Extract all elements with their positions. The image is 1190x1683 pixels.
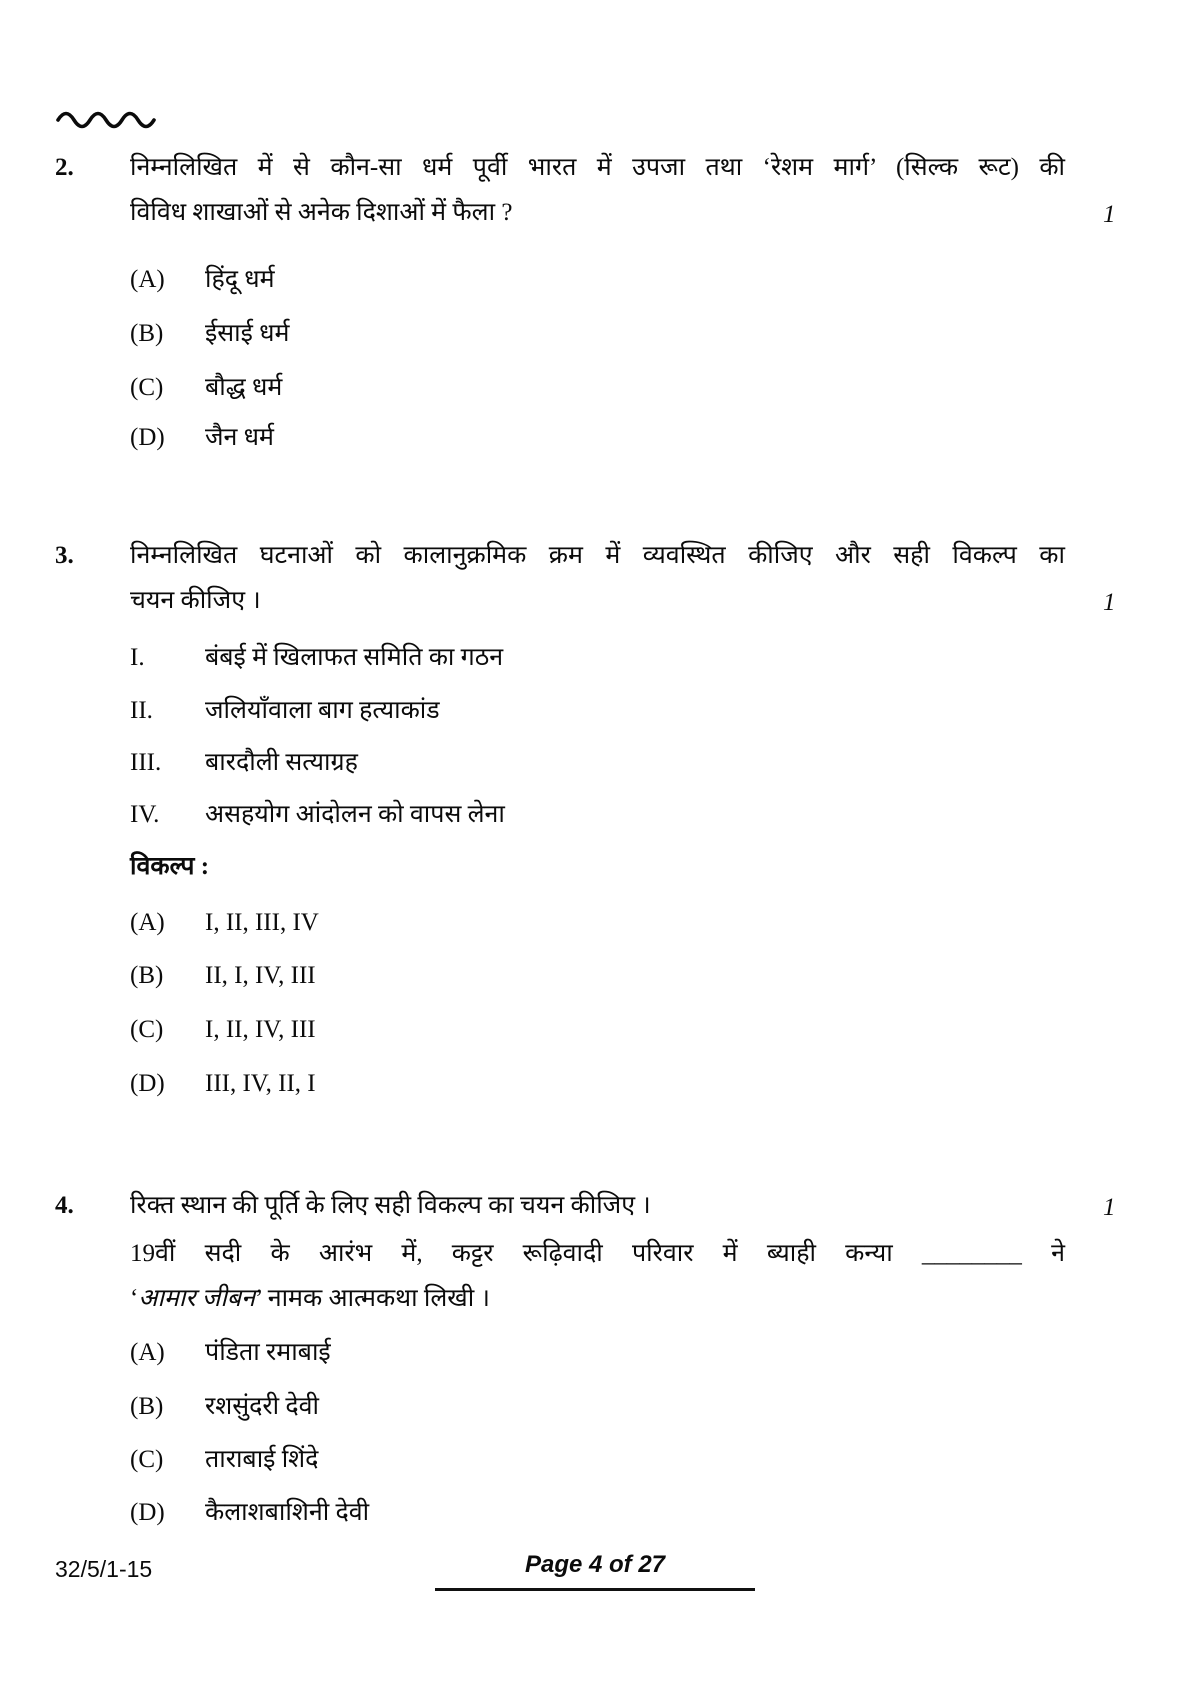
footer-underline: [435, 1588, 755, 1591]
q4-option-d: [130, 1495, 369, 1531]
q2-option-d-text: जैन धर्म: [205, 424, 275, 451]
q3-item-3-text: बारदौली सत्याग्रह: [205, 749, 358, 776]
q3-number: 3.: [55, 542, 74, 569]
q4-text-line1: रिक्त स्थान की पूर्ति के लिए सही विकल्प का चयन कीजिए ।: [130, 1192, 651, 1219]
q4-option-c-label: (C): [130, 1446, 164, 1473]
q4-text-line2: 19वीं सदी के आरंभ में, कट्टर रूढ़िवादी परिवार में ब्याही कन्या ________ ने: [130, 1240, 1065, 1267]
q3-option-d-label: (D): [130, 1070, 165, 1097]
q3-item-2-text: जलियाँवाला बाग हत्याकांड: [205, 697, 440, 724]
q3-item-2-label: II.: [130, 697, 153, 724]
q3-text-line2: चयन कीजिए ।: [130, 587, 261, 614]
q3-item-4: [130, 797, 505, 833]
q2-marks: 1: [1103, 201, 1116, 228]
q3-option-a: [130, 905, 319, 941]
q3-item-3: [130, 745, 358, 781]
q3-option-c: [130, 1012, 316, 1048]
q3-option-c-label: (C): [130, 1016, 164, 1043]
q3-option-b: [130, 958, 316, 994]
q2-option-b: [130, 316, 290, 352]
q4-marks: 1: [1103, 1194, 1116, 1221]
q3-option-b-label: (B): [130, 962, 164, 989]
q4-line3-book-title: आमार जीबन: [138, 1285, 255, 1312]
q4-option-a-label: (A): [130, 1339, 165, 1366]
q4-option-a: [130, 1335, 331, 1371]
q3-item-1-label: I.: [130, 644, 145, 671]
q3-option-a-text: I, II, III, IV: [205, 909, 319, 936]
q3-options-heading: विकल्प :: [130, 853, 210, 880]
q3-option-a-label: (A): [130, 909, 165, 936]
q4-option-b: [130, 1389, 319, 1425]
q2-option-a-label: (A): [130, 266, 165, 293]
q3-item-1-text: बंबई में खिलाफत समिति का गठन: [205, 644, 504, 671]
q3-item-4-text: असहयोग आंदोलन को वापस लेना: [205, 801, 505, 828]
q4-option-a-text: पंडिता रमाबाई: [205, 1339, 331, 1366]
q4-option-b-text: रशसुंदरी देवी: [205, 1393, 320, 1420]
q2-number: 2.: [55, 154, 74, 181]
q3-item-4-label: IV.: [130, 801, 160, 828]
q2-option-c: [130, 370, 282, 406]
q3-option-d: [130, 1066, 316, 1102]
q2-option-b-label: (B): [130, 320, 164, 347]
q3-option-b-text: II, I, IV, III: [205, 962, 316, 989]
paper-code: 32/5/1-15: [55, 1556, 153, 1582]
q3-item-1: [130, 640, 503, 676]
q3-marks: 1: [1103, 589, 1116, 616]
q4-option-c: [130, 1442, 318, 1478]
q3-text-line1: निम्नलिखित घटनाओं को कालानुक्रमिक क्रम में व्यवस्थित कीजिए और सही विकल्प का: [130, 542, 1065, 569]
q2-text-line1: निम्नलिखित में से कौन-सा धर्म पूर्वी भारत में उपजा तथा ‘रेशम मार्ग’ (सिल्क रूट) की: [130, 154, 1065, 181]
q3-item-3-label: III.: [130, 749, 162, 776]
q2-option-d: [130, 420, 274, 456]
q2-text-line2: विविध शाखाओं से अनेक दिशाओं में फैला ?: [130, 199, 513, 226]
q2-option-c-label: (C): [130, 374, 164, 401]
q4-option-b-label: (B): [130, 1393, 164, 1420]
q2-option-b-text: ईसाई धर्म: [205, 320, 290, 347]
q2-option-a: [130, 262, 275, 298]
q4-text-line3: [130, 1281, 490, 1317]
page-number: Page 4 of 27: [524, 1551, 666, 1578]
q4-line3-open-quote: ‘: [130, 1285, 139, 1312]
q3-option-d-text: III, IV, II, I: [205, 1070, 316, 1097]
squiggle-mark: [56, 104, 156, 132]
q4-option-d-text: कैलाशबाशिनी देवी: [205, 1499, 370, 1526]
q4-option-c-text: ताराबाई शिंदे: [205, 1446, 319, 1473]
q3-item-2: [130, 693, 440, 729]
q3-option-c-text: I, II, IV, III: [205, 1016, 316, 1043]
q4-line3-rest: ’ नामक आत्मकथा लिखी ।: [254, 1285, 490, 1312]
q2-option-a-text: हिंदू धर्म: [205, 266, 275, 293]
q4-number: 4.: [55, 1192, 74, 1219]
q2-option-d-label: (D): [130, 424, 165, 451]
q4-option-d-label: (D): [130, 1499, 165, 1526]
q2-option-c-text: बौद्ध धर्म: [205, 374, 283, 401]
